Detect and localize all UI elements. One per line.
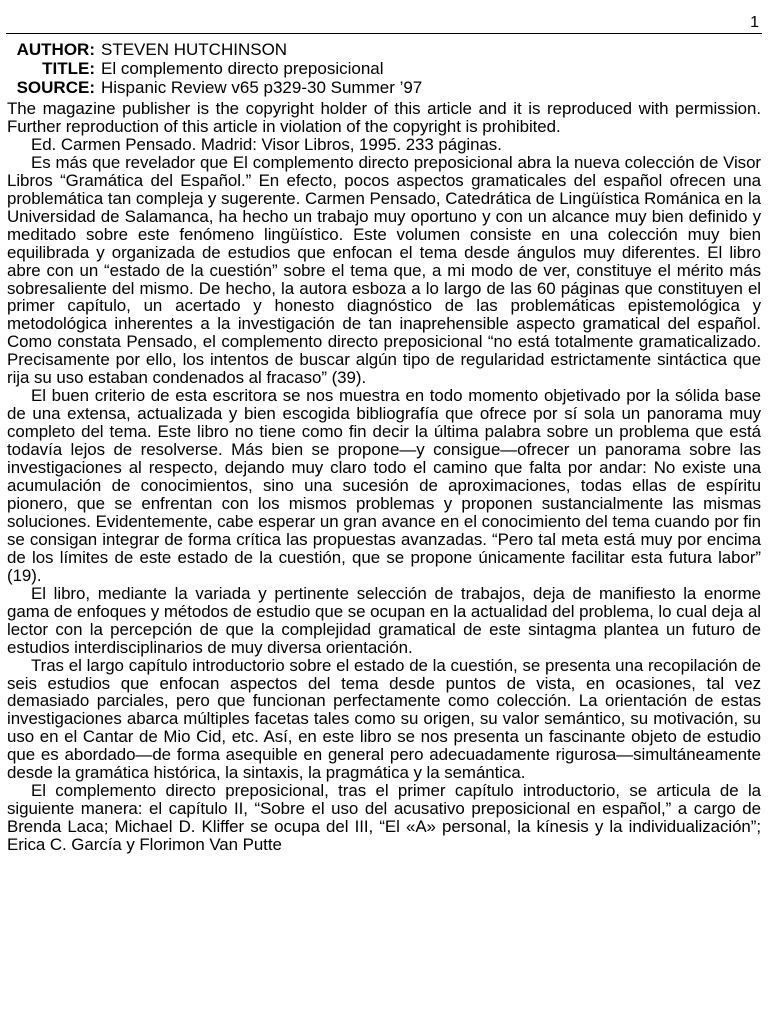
title-label: TITLE: [42, 59, 95, 78]
author-value: STEVEN HUTCHINSON [101, 40, 288, 59]
source-value: Hispanic Review v65 p329-30 Summer ’97 [101, 78, 423, 97]
article-body [7, 100, 761, 854]
author-label: AUTHOR: [16, 40, 95, 59]
citation-header [7, 40, 761, 97]
paragraph: Ed. Carmen Pensado. Madrid: Visor Libros, 1995. 233 páginas. [31, 134, 502, 154]
paragraph: Es más que revelador que El complemento directo preposicional abra la nueva colección de Visor Libros “Gramática del Español.” En efecto, pocos aspectos gramaticales del español ofrecen una problemática tan compleja y sugerente. Carmen Pensado, Catedrática de Lingüística Románica en la Universidad de Salamanca, ha hecho un trabajo muy oportuno y con un alcance muy bien definido y meditado sobre este fenómeno lingüístico. Este volumen consiste en una colección muy bien equilibrada y organizada de estudios que enfocan el tema desde ángulos muy diferentes. El libro abre con un “estado de la cuestión” sobre el tema que, a mi modo de ver, constituye el mérito más sobresaliente del mismo. De hecho, la autora esboza a lo largo de las 60 páginas que constituyen el primer capítulo, un acertado y honesto diagnóstico de las problemáticas epistemológica y metodológica inherentes a la investigación de tan inaprehensible aspecto gramatical del español. Como constata Pensado, el complemento directo preposicional “no está totalmente gramaticalizado. Precisamente por ello, los intentos de buscar algún tipo de regularidad estrictamente sintáctica que rija su uso estaban condenados al fracaso” (39). [7, 152, 761, 388]
author-row [7, 40, 761, 59]
paragraph: El complemento directo preposicional, tras el primer capítulo introductorio, se articula de la siguiente manera: el capítulo II, “Sobre el uso del acusativo preposicional en español,” a cargo de Brenda Laca; Michael D. Kliffer se ocupa del III, “El «A» personal, la kínesis y la individualización”; Erica C. García y Florimon Van Putte [7, 781, 761, 855]
page-number: 1 [750, 14, 759, 31]
source-label: SOURCE: [16, 78, 95, 97]
title-row [7, 59, 761, 78]
source-row [7, 78, 761, 97]
paragraph: El buen criterio de esta escritora se nos muestra en todo momento objetivado por la sólida base de una extensa, actualizada y bien escogida bibliografía que ofrece por sí sola un panorama muy completo del tema. Este libro no tiene como fin decir la última palabra sobre un problema que está todavía lejos de resolverse. Más bien se propone—y consigue—ofrecer un panorama sobre las investigaciones al respecto, dejando muy claro todo el camino que falta por andar: No existe una acumulación de conocimientos, sino una sucesión de aproximaciones, todas ellas de espíritu pionero, que se enfrentan con los mismos problemas y proponen sustancialmente las mismas soluciones. Evidentemente, cabe esperar un gran avance en el conocimiento del tema cuando por fin se consigan integrar de forma crítica las propuestas avanzadas. “Pero tal meta está muy por encima de los límites de este estado de la cuestión, que se propone únicamente facilitar esta futura labor” (19). [7, 386, 761, 585]
copyright-notice: The magazine publisher is the copyright holder of this article and it is reproduced with permission. Further reproduction of this article in violation of the copyright is prohibited. [7, 99, 761, 136]
paragraph: Tras el largo capítulo introductorio sobre el estado de la cuestión, se presenta una recopilación de seis estudios que enfocan aspectos del tema desde puntos de vista, en ocasiones, tal vez demasiado parciales, pero que funcionan perfectamente como colección. La orientación de estas investigaciones abarca múltiples facetas tales como su origen, su valor semántico, su motivación, su uso en el Cantar de Mio Cid, etc. Así, en este libro se nos presenta un fascinante objeto de estudio que es abordado—de forma asequible en general pero adecuadamente rigurosa—simultáneamente desde la gramática histórica, la sintaxis, la pragmática y la semántica. [7, 655, 761, 783]
title-value: El complemento directo preposicional [101, 59, 384, 78]
top-rule [6, 33, 762, 34]
paragraph: El libro, mediante la variada y pertinente selección de trabajos, deja de manifiesto la enorme gama de enfoques y métodos de estudio que se ocupan en la actualidad del problema, lo cual deja al lector con la percepción de que la complejidad gramatical de este sintagma plantea un futuro de estudios interdisciplinarios de muy diversa orientación. [7, 583, 761, 657]
